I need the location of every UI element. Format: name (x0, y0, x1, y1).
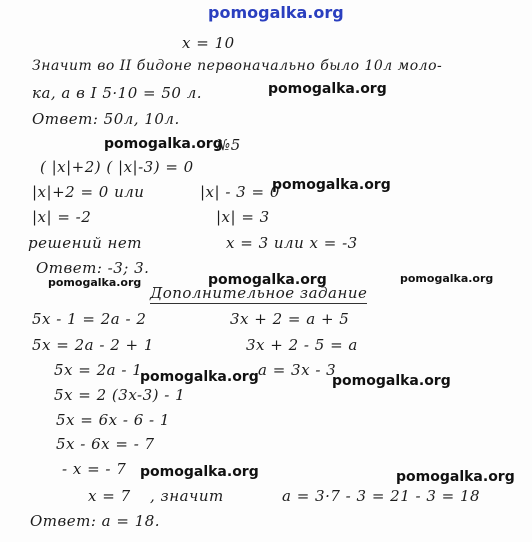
equation-product: ( |x|+2) ( |x|-3) = 0 (40, 158, 194, 176)
watermark: pomogalka.org (140, 369, 259, 385)
step-eq2-a: 3x + 2 - 5 = a (246, 336, 358, 354)
case2-equation: |x| - 3 = 0 (200, 183, 280, 201)
text-conclusion-line2: ка, а в I 5·10 = 50 л. (32, 84, 203, 102)
watermark: pomogalka.org (272, 177, 391, 193)
watermark: pomogalka.org (140, 464, 259, 480)
step-eq1-a: 5x = 2a - 2 + 1 (32, 336, 154, 354)
system-eq1: 5x - 1 = 2a - 2 (32, 310, 147, 328)
watermark: pomogalka.org (208, 272, 327, 288)
system-eq2: 3x + 2 = a + 5 (230, 310, 350, 328)
case1-equation: |x|+2 = 0 или (32, 183, 145, 201)
watermark: pomogalka.org (268, 81, 387, 97)
watermark: pomogalka.org (332, 373, 451, 389)
therefore-word: , значит (150, 487, 224, 505)
equation-x-equals-10: x = 10 (182, 34, 235, 52)
watermark: pomogalka.org (396, 469, 515, 485)
watermark: pomogalka.org (104, 136, 223, 152)
case2-solutions: x = 3 или x = -3 (226, 234, 358, 252)
final-answer: Ответ: a = 18. (30, 512, 161, 530)
text-conclusion-line1: Значит во II бидоне первоначально было 10л моло- (32, 58, 443, 74)
step-eq1-b: 5x = 2a - 1 (54, 361, 143, 379)
negative-x-step: - x = - 7 (62, 460, 127, 478)
x-solution: x = 7 (88, 487, 131, 505)
case1-result: |x| = -2 (32, 208, 92, 226)
problem-number-5: №5 (216, 136, 241, 154)
answer-first-problem: Ответ: 50л, 10л. (32, 110, 180, 128)
substitution-step: 5x = 2 (3x-3) - 1 (54, 386, 186, 404)
watermark-top: pomogalka.org (208, 3, 344, 22)
additional-task-heading: Дополнительное задание (150, 284, 368, 302)
expand-step: 5x = 6x - 6 - 1 (56, 411, 170, 429)
case2-result: |x| = 3 (216, 208, 270, 226)
watermark: pomogalka.org (400, 272, 494, 285)
collect-step: 5x - 6x = - 7 (56, 435, 155, 453)
case1-no-solution: решений нет (28, 234, 143, 252)
a-computation: a = 3·7 - 3 = 21 - 3 = 18 (282, 487, 481, 505)
watermark: pomogalka.org (48, 276, 142, 289)
step-eq2-b: a = 3x - 3 (258, 361, 337, 379)
answer-problem-5: Ответ: -3; 3. (36, 259, 150, 277)
